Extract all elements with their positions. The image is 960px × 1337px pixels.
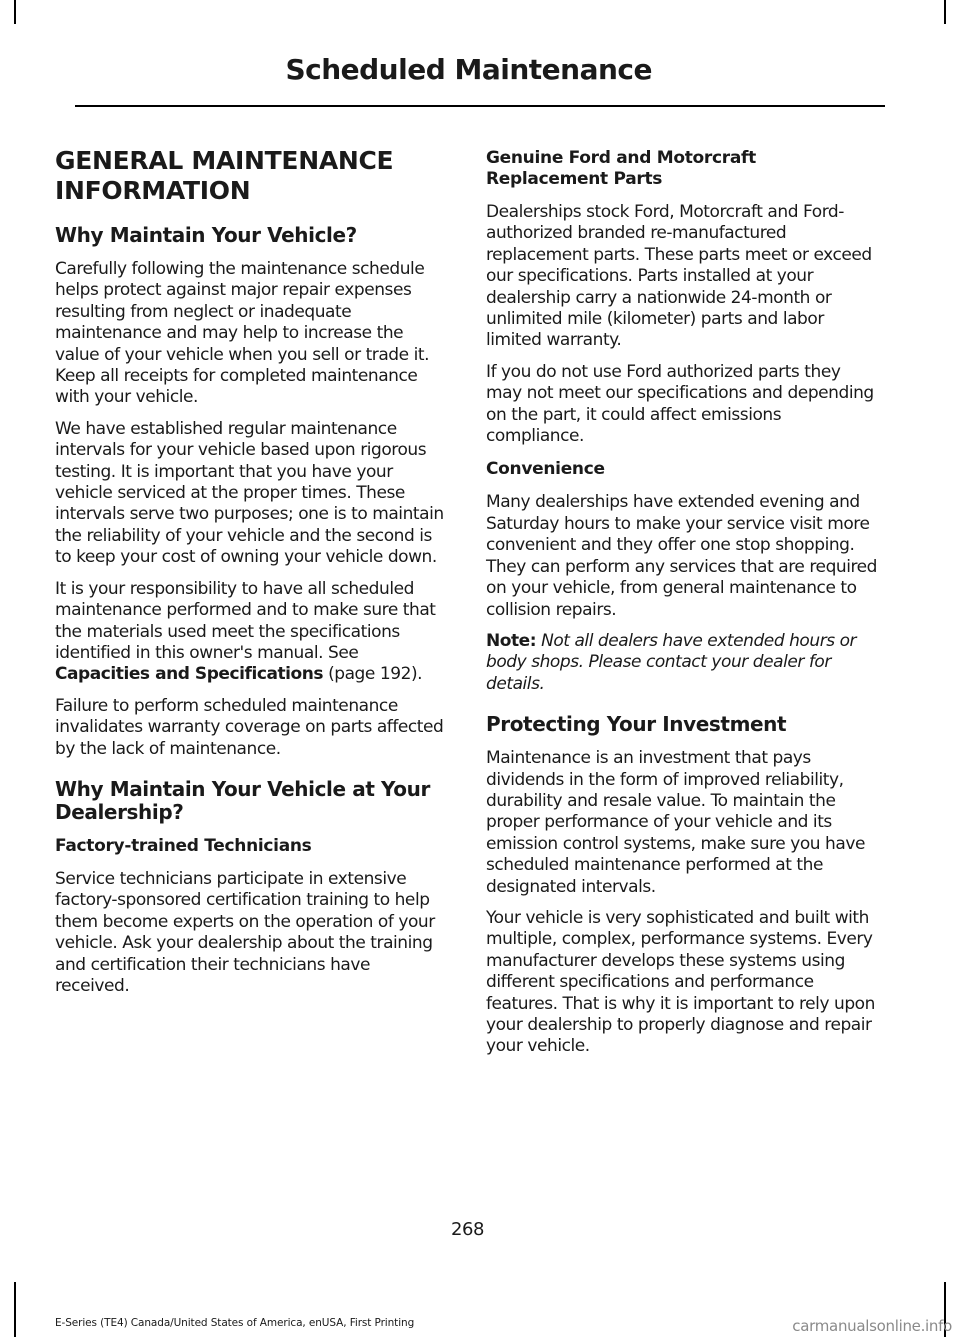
paragraph: Maintenance is an investment that pays dividends in the form of improved reliability, durability and resale value. To maintain the proper performance of your vehicle and its emission control systems, make sure you have scheduled maintenance performed at the designated intervals. [486, 748, 865, 897]
right-column [486, 148, 878, 1068]
crop-mark-top-right [944, 0, 946, 24]
paragraph: Failure to perform scheduled maintenance invalidates warranty coverage on parts affected by the lack of maintenance. [55, 695, 444, 759]
why-dealership-title: Why Maintain Your Vehicle at Your Dealership? [55, 776, 430, 824]
paragraph: Many dealerships have extended evening and Saturday hours to make your service visit more convenient and they offer one stop shopping. They can perform any services that are required on your vehicle, from general maintenance to collision repairs. [486, 492, 878, 620]
page-title: Scheduled Maintenance [285, 53, 652, 86]
left-column [55, 140, 447, 1007]
note [486, 631, 878, 695]
note-label: Note: [486, 630, 537, 651]
paragraph: Service technicians participate in extensive factory-sponsored certification training to help them become experts on the operation of your vehicle. Ask your dealership about the training and certification their technicians have received. [55, 868, 435, 996]
watermark: carmanualsonline.info [792, 1317, 952, 1335]
footer-text: E-Series (TE4) Canada/United States of America, enUSA, First Printing [55, 1317, 415, 1329]
protecting-investment-title: Protecting Your Investment [486, 712, 787, 737]
paragraph: Dealerships stock Ford, Motorcraft and Ford-authorized branded re-manufactured replacement parts. These parts meet or exceed our specifications. Parts installed at your dealership carry a nationwide 24-month or unlimited mile (kilometer) parts and labor limited warranty. [486, 202, 872, 351]
section-heading: GENERAL MAINTENANCE INFORMATION [55, 146, 394, 205]
crop-mark-top-left [14, 0, 16, 24]
paragraph: Your vehicle is very sophisticated and built with multiple, complex, performance systems. Every manufacturer develops these systems using different specifications and performance features. That is why it is important to rely upon your dealership to properly diagnose and repair your vehicle. [486, 907, 875, 1057]
header-divider [75, 105, 885, 107]
genuine-parts-title: Genuine Ford and Motorcraft Replacement Parts [486, 148, 756, 189]
paragraph-text: It is your responsibility to have all scheduled maintenance performed and to make sure that the materials used meet the specifications identified in this owner's manual. See [55, 578, 436, 663]
paragraph: Carefully following the maintenance schedule helps protect against major repair expenses resulting from neglect or inadequate maintenance and may help to increase the value of your vehicle when you sell or trade it. Keep all receipts for completed maintenance with your vehicle. [55, 259, 430, 408]
page-number: 268 [450, 1219, 484, 1240]
paragraph: If you do not use Ford authorized parts they may not meet our specifications and depending on the part, it could affect emissions compliance. [486, 361, 874, 447]
crop-mark-bottom-left [14, 1282, 16, 1337]
convenience-title: Convenience [486, 459, 605, 480]
paragraph [55, 579, 447, 686]
page-reference: (page 192). [323, 664, 423, 685]
paragraph: We have established regular maintenance intervals for your vehicle based upon rigorous testing. It is important that you have your vehicle serviced at the proper times. These intervals serve two purposes; one is to maintain the reliability of your vehicle and the second is to keep your cost of owning your vehicle down. [55, 418, 444, 568]
note-text: Not all dealers have extended hours or body shops. Please contact your dealer for details. [486, 630, 857, 694]
technicians-subtitle: Factory-trained Technicians [55, 835, 312, 856]
why-maintain-title: Why Maintain Your Vehicle? [55, 223, 357, 247]
capacities-link[interactable]: Capacities and Specifications [55, 664, 324, 685]
